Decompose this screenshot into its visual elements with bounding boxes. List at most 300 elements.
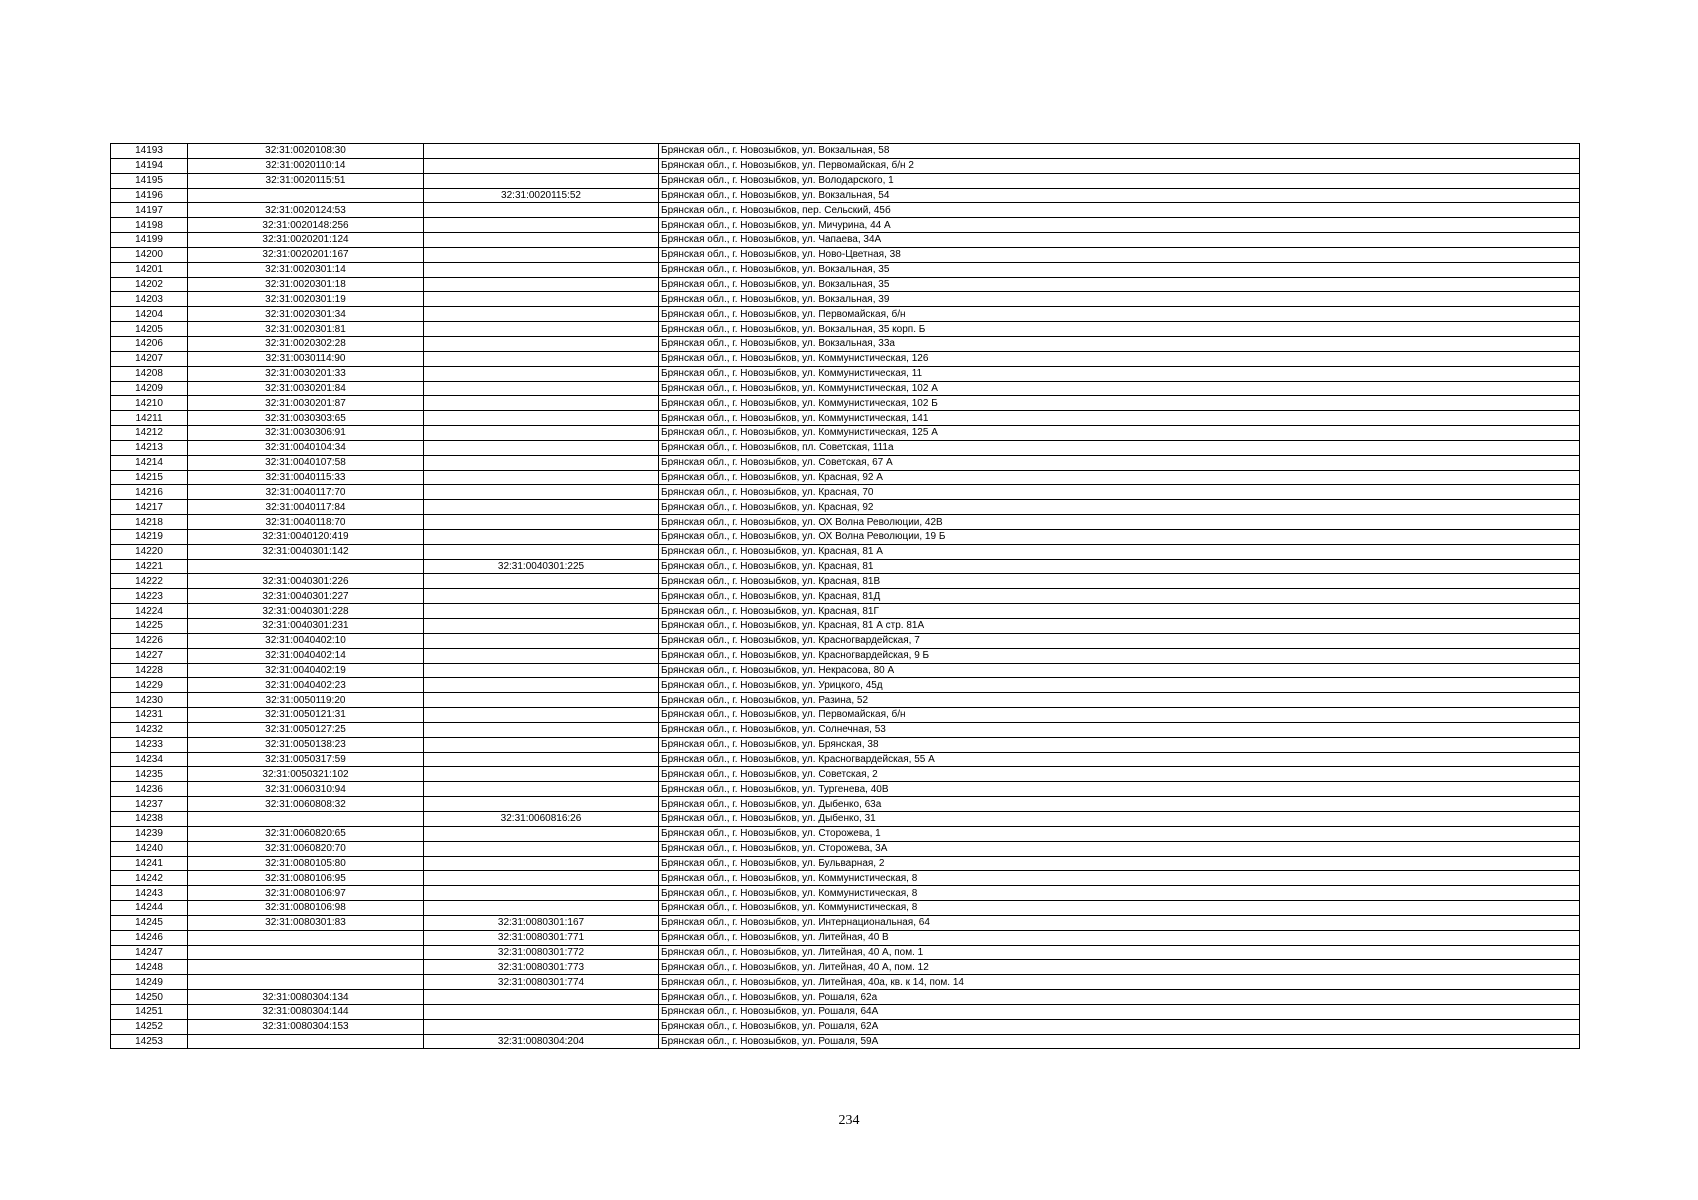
cadastral-number-cell: 32:31:0040301:227 [188,589,424,604]
cadastral-number-cell: 32:31:0020115:51 [188,173,424,188]
row-number-cell: 14230 [111,693,188,708]
cadastral-number-cell [188,559,424,574]
related-cadastral-number-cell [424,366,659,381]
address-cell: Брянская обл., г. Новозыбков, ул. Разина, 52 [659,693,1580,708]
table-row [111,708,1580,723]
address-cell: Брянская обл., г. Новозыбков, ул. Красная, 92 А [659,470,1580,485]
table-row [111,901,1580,916]
table-row [111,574,1580,589]
cadastral-number-cell: 32:31:0040402:23 [188,678,424,693]
row-number-cell: 14227 [111,648,188,663]
address-cell: Брянская обл., г. Новозыбков, ул. Красногвардейская, 9 Б [659,648,1580,663]
related-cadastral-number-cell [424,841,659,856]
cadastral-number-cell: 32:31:0030201:84 [188,381,424,396]
row-number-cell: 14199 [111,233,188,248]
row-number-cell: 14193 [111,144,188,159]
cadastral-number-cell: 32:31:0040301:142 [188,544,424,559]
table-row [111,648,1580,663]
row-number-cell: 14220 [111,544,188,559]
related-cadastral-number-cell [424,619,659,634]
cadastral-number-cell: 32:31:0020201:124 [188,233,424,248]
row-number-cell: 14228 [111,663,188,678]
table-row [111,233,1580,248]
row-number-cell: 14217 [111,500,188,515]
cadastral-number-cell: 32:31:0040104:34 [188,440,424,455]
table-row [111,485,1580,500]
row-number-cell: 14215 [111,470,188,485]
cadastral-number-cell: 32:31:0020201:167 [188,247,424,262]
related-cadastral-number-cell [424,826,659,841]
address-cell: Брянская обл., г. Новозыбков, ул. Коммунистическая, 8 [659,871,1580,886]
cadastral-number-cell: 32:31:0040118:70 [188,515,424,530]
table-row [111,663,1580,678]
table-row [111,470,1580,485]
row-number-cell: 14211 [111,411,188,426]
row-number-cell: 14251 [111,1004,188,1019]
address-cell: Брянская обл., г. Новозыбков, пер. Сельский, 45б [659,203,1580,218]
address-cell: Брянская обл., г. Новозыбков, ул. Коммунистическая, 126 [659,351,1580,366]
cadastral-number-cell: 32:31:0060820:70 [188,841,424,856]
related-cadastral-number-cell: 32:31:0040301:225 [424,559,659,574]
related-cadastral-number-cell: 32:31:0080301:774 [424,975,659,990]
address-cell: Брянская обл., г. Новозыбков, ул. Красногвардейская, 55 А [659,752,1580,767]
related-cadastral-number-cell [424,351,659,366]
row-number-cell: 14196 [111,188,188,203]
row-number-cell: 14235 [111,767,188,782]
related-cadastral-number-cell [424,262,659,277]
related-cadastral-number-cell [424,440,659,455]
cadastral-number-cell [188,930,424,945]
address-cell: Брянская обл., г. Новозыбков, ул. Бульварная, 2 [659,856,1580,871]
address-cell: Брянская обл., г. Новозыбков, ул. Советская, 67 А [659,455,1580,470]
related-cadastral-number-cell [424,396,659,411]
address-cell: Брянская обл., г. Новозыбков, ул. Красная, 92 [659,500,1580,515]
table-row [111,247,1580,262]
table-row [111,915,1580,930]
row-number-cell: 14234 [111,752,188,767]
address-cell: Брянская обл., г. Новозыбков, ул. Дыбенко, 31 [659,811,1580,826]
related-cadastral-number-cell: 32:31:0080301:771 [424,930,659,945]
table-row [111,381,1580,396]
cadastral-number-cell: 32:31:0040402:19 [188,663,424,678]
address-cell: Брянская обл., г. Новозыбков, ул. Тургенева, 40В [659,782,1580,797]
address-cell: Брянская обл., г. Новозыбков, ул. Красная, 81В [659,574,1580,589]
related-cadastral-number-cell [424,797,659,812]
address-cell: Брянская обл., г. Новозыбков, ул. Первомайская, б/н [659,307,1580,322]
address-cell: Брянская обл., г. Новозыбков, ул. Рошаля, 62а [659,990,1580,1005]
row-number-cell: 14249 [111,975,188,990]
address-cell: Брянская обл., г. Новозыбков, ул. Первомайская, б/н [659,708,1580,723]
address-cell: Брянская обл., г. Новозыбков, ул. Красная, 81 А [659,544,1580,559]
row-number-cell: 14212 [111,426,188,441]
related-cadastral-number-cell [424,722,659,737]
address-cell: Брянская обл., г. Новозыбков, ул. Литейная, 40 А, пом. 1 [659,945,1580,960]
address-cell: Брянская обл., г. Новозыбков, ул. ОХ Волна Революции, 42В [659,515,1580,530]
row-number-cell: 14246 [111,930,188,945]
cadastral-number-cell: 32:31:0020148:256 [188,218,424,233]
row-number-cell: 14213 [111,440,188,455]
row-number-cell: 14194 [111,158,188,173]
related-cadastral-number-cell [424,411,659,426]
address-cell: Брянская обл., г. Новозыбков, пл. Советская, 111а [659,440,1580,455]
address-cell: Брянская обл., г. Новозыбков, ул. Литейная, 40 В [659,930,1580,945]
table-body [111,144,1580,1049]
related-cadastral-number-cell [424,678,659,693]
table-row [111,307,1580,322]
row-number-cell: 14201 [111,262,188,277]
cadastral-number-cell: 32:31:0050321:102 [188,767,424,782]
table-row [111,930,1580,945]
cadastral-number-cell: 32:31:0040301:228 [188,604,424,619]
related-cadastral-number-cell [424,693,659,708]
cadastral-number-cell: 32:31:0080304:134 [188,990,424,1005]
table-row [111,411,1580,426]
table-row [111,782,1580,797]
page-number: 234 [838,1113,860,1128]
row-number-cell: 14208 [111,366,188,381]
related-cadastral-number-cell [424,990,659,1005]
table-row [111,559,1580,574]
row-number-cell: 14216 [111,485,188,500]
related-cadastral-number-cell [424,336,659,351]
table-row [111,203,1580,218]
cadastral-number-cell: 32:31:0020301:81 [188,322,424,337]
address-cell: Брянская обл., г. Новозыбков, ул. Коммунистическая, 141 [659,411,1580,426]
cadastral-number-cell: 32:31:0040117:84 [188,500,424,515]
table-row [111,856,1580,871]
row-number-cell: 14195 [111,173,188,188]
address-cell: Брянская обл., г. Новозыбков, ул. Вокзальная, 58 [659,144,1580,159]
address-cell: Брянская обл., г. Новозыбков, ул. Вокзальная, 39 [659,292,1580,307]
cadastral-number-cell: 32:31:0060820:65 [188,826,424,841]
row-number-cell: 14237 [111,797,188,812]
cadastral-number-cell: 32:31:0040117:70 [188,485,424,500]
row-number-cell: 14252 [111,1019,188,1034]
address-cell: Брянская обл., г. Новозыбков, ул. Некрасова, 80 А [659,663,1580,678]
table-row [111,811,1580,826]
row-number-cell: 14250 [111,990,188,1005]
cadastral-number-cell: 32:31:0040301:231 [188,619,424,634]
related-cadastral-number-cell [424,767,659,782]
related-cadastral-number-cell: 32:31:0080301:773 [424,960,659,975]
row-number-cell: 14232 [111,722,188,737]
cadastral-number-cell: 32:31:0030201:87 [188,396,424,411]
related-cadastral-number-cell [424,292,659,307]
address-cell: Брянская обл., г. Новозыбков, ул. Советская, 2 [659,767,1580,782]
cadastral-number-cell: 32:31:0020301:19 [188,292,424,307]
row-number-cell: 14222 [111,574,188,589]
cadastral-number-cell [188,811,424,826]
cadastral-number-cell [188,1034,424,1049]
table-row [111,871,1580,886]
table-row [111,277,1580,292]
row-number-cell: 14243 [111,886,188,901]
row-number-cell: 14206 [111,336,188,351]
address-cell: Брянская обл., г. Новозыбков, ул. Красная, 81 А стр. 81А [659,619,1580,634]
row-number-cell: 14226 [111,633,188,648]
address-cell: Брянская обл., г. Новозыбков, ул. Чапаева, 34А [659,233,1580,248]
related-cadastral-number-cell: 32:31:0060816:26 [424,811,659,826]
related-cadastral-number-cell [424,381,659,396]
row-number-cell: 14248 [111,960,188,975]
row-number-cell: 14238 [111,811,188,826]
cadastral-number-cell: 32:31:0030306:91 [188,426,424,441]
table-row [111,218,1580,233]
address-cell: Брянская обл., г. Новозыбков, ул. Первомайская, б/н 2 [659,158,1580,173]
row-number-cell: 14253 [111,1034,188,1049]
row-number-cell: 14198 [111,218,188,233]
row-number-cell: 14205 [111,322,188,337]
cadastral-number-cell: 32:31:0030114:90 [188,351,424,366]
row-number-cell: 14210 [111,396,188,411]
related-cadastral-number-cell [424,544,659,559]
row-number-cell: 14218 [111,515,188,530]
address-cell: Брянская обл., г. Новозыбков, ул. Красная, 81Г [659,604,1580,619]
table-row [111,515,1580,530]
related-cadastral-number-cell [424,307,659,322]
cadastral-number-cell: 32:31:0040115:33 [188,470,424,485]
address-cell: Брянская обл., г. Новозыбков, ул. Красная, 81 [659,559,1580,574]
related-cadastral-number-cell [424,470,659,485]
cadastral-number-cell: 32:31:0040301:226 [188,574,424,589]
row-number-cell: 14219 [111,529,188,544]
related-cadastral-number-cell [424,737,659,752]
table-row [111,1034,1580,1049]
row-number-cell: 14241 [111,856,188,871]
cadastral-number-cell: 32:31:0050138:23 [188,737,424,752]
row-number-cell: 14233 [111,737,188,752]
row-number-cell: 14229 [111,678,188,693]
address-cell: Брянская обл., г. Новозыбков, ул. Вокзальная, 33а [659,336,1580,351]
table-row [111,173,1580,188]
related-cadastral-number-cell [424,322,659,337]
related-cadastral-number-cell [424,500,659,515]
cadastral-number-cell: 32:31:0060808:32 [188,797,424,812]
table-row [111,292,1580,307]
address-cell: Брянская обл., г. Новозыбков, ул. Коммунистическая, 125 А [659,426,1580,441]
table-row [111,351,1580,366]
address-cell: Брянская обл., г. Новозыбков, ул. Сторожева, 1 [659,826,1580,841]
table-row [111,797,1580,812]
address-cell: Брянская обл., г. Новозыбков, ул. Красная, 70 [659,485,1580,500]
address-cell: Брянская обл., г. Новозыбков, ул. Дыбенко, 63а [659,797,1580,812]
cadastral-number-cell: 32:31:0020124:53 [188,203,424,218]
address-cell: Брянская обл., г. Новозыбков, ул. Рошаля, 59А [659,1034,1580,1049]
related-cadastral-number-cell [424,886,659,901]
address-cell: Брянская обл., г. Новозыбков, ул. Вокзальная, 54 [659,188,1580,203]
cadastral-number-cell: 32:31:0080106:98 [188,901,424,916]
table-row [111,455,1580,470]
address-cell: Брянская обл., г. Новозыбков, ул. Коммунистическая, 8 [659,901,1580,916]
cadastral-number-cell: 32:31:0050127:25 [188,722,424,737]
address-cell: Брянская обл., г. Новозыбков, ул. Красная, 81Д [659,589,1580,604]
table-row [111,1019,1580,1034]
address-cell: Брянская обл., г. Новозыбков, ул. Брянская, 38 [659,737,1580,752]
related-cadastral-number-cell [424,752,659,767]
row-number-cell: 14240 [111,841,188,856]
row-number-cell: 14231 [111,708,188,723]
table-row [111,440,1580,455]
cadastral-number-cell: 32:31:0030201:33 [188,366,424,381]
address-cell: Брянская обл., г. Новозыбков, ул. Коммунистическая, 102 А [659,381,1580,396]
table-row [111,158,1580,173]
address-cell: Брянская обл., г. Новозыбков, ул. Урицкого, 45д [659,678,1580,693]
address-cell: Брянская обл., г. Новозыбков, ул. Вокзальная, 35 [659,262,1580,277]
address-cell: Брянская обл., г. Новозыбков, ул. Рошаля, 64А [659,1004,1580,1019]
cadastral-number-cell: 32:31:0030303:65 [188,411,424,426]
related-cadastral-number-cell [424,485,659,500]
cadastral-number-cell [188,960,424,975]
related-cadastral-number-cell [424,158,659,173]
related-cadastral-number-cell [424,247,659,262]
cadastral-number-cell: 32:31:0080106:97 [188,886,424,901]
related-cadastral-number-cell [424,218,659,233]
cadastral-number-cell: 32:31:0060310:94 [188,782,424,797]
cadastral-number-cell: 32:31:0020110:14 [188,158,424,173]
related-cadastral-number-cell [424,233,659,248]
table-row [111,826,1580,841]
cadastral-number-cell: 32:31:0020302:28 [188,336,424,351]
related-cadastral-number-cell [424,203,659,218]
table-row [111,767,1580,782]
address-cell: Брянская обл., г. Новозыбков, ул. Коммунистическая, 11 [659,366,1580,381]
related-cadastral-number-cell [424,1019,659,1034]
address-cell: Брянская обл., г. Новозыбков, ул. Коммунистическая, 8 [659,886,1580,901]
table-row [111,188,1580,203]
table-row [111,144,1580,159]
related-cadastral-number-cell: 32:31:0020115:52 [424,188,659,203]
related-cadastral-number-cell: 32:31:0080304:204 [424,1034,659,1049]
related-cadastral-number-cell [424,529,659,544]
row-number-cell: 14245 [111,915,188,930]
cadastral-number-cell: 32:31:0050121:31 [188,708,424,723]
row-number-cell: 14207 [111,351,188,366]
address-cell: Брянская обл., г. Новозыбков, ул. Мичурина, 44 А [659,218,1580,233]
related-cadastral-number-cell: 32:31:0080301:167 [424,915,659,930]
table-row [111,841,1580,856]
address-cell: Брянская обл., г. Новозыбков, ул. Красногвардейская, 7 [659,633,1580,648]
address-cell: Брянская обл., г. Новозыбков, ул. Вокзальная, 35 [659,277,1580,292]
related-cadastral-number-cell: 32:31:0080301:772 [424,945,659,960]
table-row [111,366,1580,381]
related-cadastral-number-cell [424,871,659,886]
table-row [111,544,1580,559]
related-cadastral-number-cell [424,426,659,441]
table-row [111,678,1580,693]
table-row [111,529,1580,544]
cadastral-number-cell: 32:31:0080304:144 [188,1004,424,1019]
property-table [110,143,1580,1049]
cadastral-number-cell: 32:31:0020108:30 [188,144,424,159]
related-cadastral-number-cell [424,515,659,530]
row-number-cell: 14203 [111,292,188,307]
related-cadastral-number-cell [424,633,659,648]
related-cadastral-number-cell [424,173,659,188]
row-number-cell: 14242 [111,871,188,886]
related-cadastral-number-cell [424,901,659,916]
address-cell: Брянская обл., г. Новозыбков, ул. Рошаля, 62А [659,1019,1580,1034]
cadastral-number-cell: 32:31:0020301:34 [188,307,424,322]
row-number-cell: 14223 [111,589,188,604]
cadastral-number-cell: 32:31:0020301:18 [188,277,424,292]
row-number-cell: 14239 [111,826,188,841]
table-row [111,975,1580,990]
table-row [111,500,1580,515]
cadastral-number-cell: 32:31:0040402:14 [188,648,424,663]
table-row [111,262,1580,277]
table-row [111,737,1580,752]
table-row [111,322,1580,337]
row-number-cell: 14214 [111,455,188,470]
row-number-cell: 14225 [111,619,188,634]
cadastral-number-cell: 32:31:0020301:14 [188,262,424,277]
related-cadastral-number-cell [424,277,659,292]
row-number-cell: 14200 [111,247,188,262]
row-number-cell: 14244 [111,901,188,916]
row-number-cell: 14209 [111,381,188,396]
table-row [111,396,1580,411]
table-row [111,336,1580,351]
table-row [111,960,1580,975]
table-row [111,990,1580,1005]
cadastral-number-cell [188,975,424,990]
address-cell: Брянская обл., г. Новозыбков, ул. Коммунистическая, 102 Б [659,396,1580,411]
table-row [111,693,1580,708]
address-cell: Брянская обл., г. Новозыбков, ул. Интернациональная, 64 [659,915,1580,930]
table-row [111,619,1580,634]
cadastral-number-cell [188,188,424,203]
related-cadastral-number-cell [424,604,659,619]
address-cell: Брянская обл., г. Новозыбков, ул. Солнечная, 53 [659,722,1580,737]
cadastral-number-cell: 32:31:0080304:153 [188,1019,424,1034]
table-row [111,633,1580,648]
row-number-cell: 14197 [111,203,188,218]
cadastral-number-cell: 32:31:0080301:83 [188,915,424,930]
address-cell: Брянская обл., г. Новозыбков, ул. Литейная, 40а, кв. к 14, пом. 14 [659,975,1580,990]
cadastral-number-cell: 32:31:0040402:10 [188,633,424,648]
address-cell: Брянская обл., г. Новозыбков, ул. Литейная, 40 А, пом. 12 [659,960,1580,975]
row-number-cell: 14221 [111,559,188,574]
related-cadastral-number-cell [424,144,659,159]
related-cadastral-number-cell [424,574,659,589]
related-cadastral-number-cell [424,663,659,678]
cadastral-number-cell: 32:31:0080105:80 [188,856,424,871]
table-row [111,722,1580,737]
row-number-cell: 14224 [111,604,188,619]
address-cell: Брянская обл., г. Новозыбков, ул. ОХ Волна Революции, 19 Б [659,529,1580,544]
table-row [111,589,1580,604]
table-row [111,604,1580,619]
table-row [111,1004,1580,1019]
cadastral-number-cell: 32:31:0050317:59 [188,752,424,767]
related-cadastral-number-cell [424,455,659,470]
related-cadastral-number-cell [424,782,659,797]
row-number-cell: 14204 [111,307,188,322]
row-number-cell: 14236 [111,782,188,797]
table-row [111,886,1580,901]
related-cadastral-number-cell [424,648,659,663]
related-cadastral-number-cell [424,1004,659,1019]
related-cadastral-number-cell [424,589,659,604]
related-cadastral-number-cell [424,708,659,723]
related-cadastral-number-cell [424,856,659,871]
cadastral-number-cell: 32:31:0080106:95 [188,871,424,886]
address-cell: Брянская обл., г. Новозыбков, ул. Сторожева, 3А [659,841,1580,856]
cadastral-number-cell [188,945,424,960]
table-row [111,945,1580,960]
address-cell: Брянская обл., г. Новозыбков, ул. Вокзальная, 35 корп. Б [659,322,1580,337]
cadastral-number-cell: 32:31:0050119:20 [188,693,424,708]
